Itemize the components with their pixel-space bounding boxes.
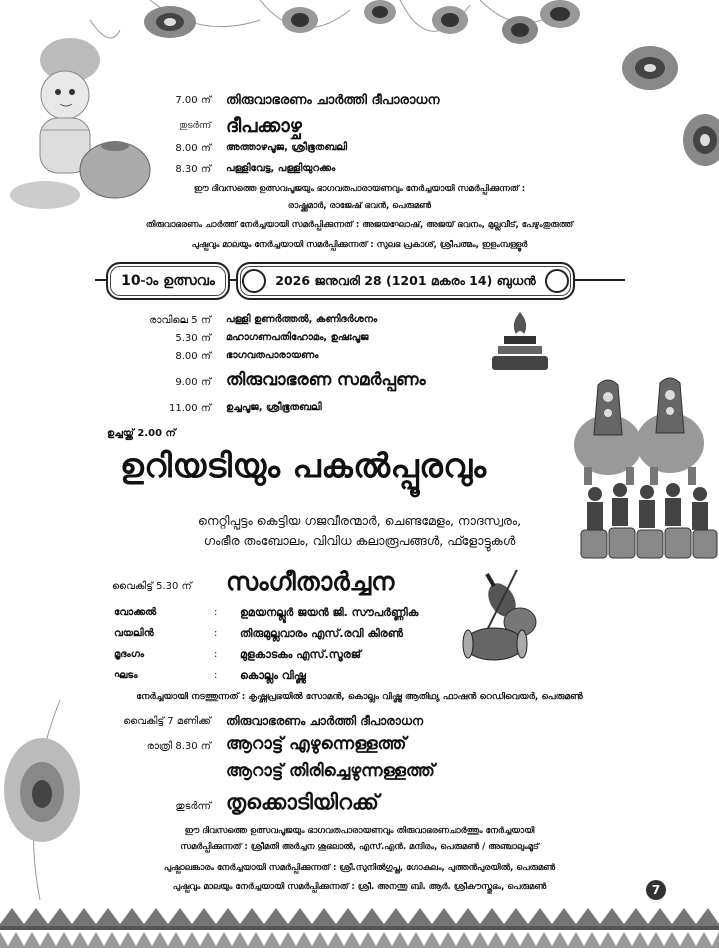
schedule-event-highlight: ആറാട്ട് തിരിച്ചെഴുന്നള്ളത്ത് <box>226 761 435 781</box>
schedule-event: പള്ളിവേട്ട, പള്ളിയുറക്കം <box>226 163 336 174</box>
schedule-time: തുടർന്ന് <box>175 801 211 812</box>
colon: : <box>214 649 218 660</box>
schedule-time: 8.00 ന് <box>175 351 211 362</box>
performer-name: മുളകാടകം എസ്.സൂരജ് <box>240 648 361 661</box>
afternoon-description: നെറ്റിപ്പട്ടം കെട്ടിയ ഗജവീരന്മാർ, ചെണ്ടമേളം, നാദസ്വരം, <box>197 513 522 528</box>
schedule-event-highlight: തിരുവാഭരണ സമർപ്പണം <box>226 370 426 390</box>
colon: : <box>214 670 218 681</box>
dedication-note: പുഷ്പവും മാലയും നേർച്ചയായി സമർപ്പിക്കുന്നത് : ശ്രീ. അനന്തു ബി. ആർ. ശ്രീകൗസ്തുഭം, പെരുമൺ <box>172 882 547 892</box>
festival-date: 2026 ജനുവരി 28 (1201 മകരം 14) ബുധൻ <box>275 273 536 288</box>
dedication-note: ഈ ദിവസത്തെ ഉത്സവപൂജയും ഭാഗവതപാരായണവും തിരുവാഭരണചാർത്തും നേർച്ചയായി <box>184 826 535 836</box>
schedule-time: 11.00 ന് <box>169 403 211 414</box>
peacock-feather-right-icon <box>670 100 719 180</box>
concert-time: വൈകിട്ട് 5.30 ന് <box>112 581 192 592</box>
performer-name: ഉമയനല്ലൂർ ജയൻ ജി. സൗപർണ്ണിക <box>240 606 419 619</box>
schedule-event: തിരുവാഭരണം ചാർത്തി ദീപാരാധന <box>226 93 440 108</box>
page-number-badge <box>646 880 666 900</box>
performer-role: ഘടം <box>114 670 138 681</box>
schedule-event: അത്താഴപൂജ, ശ്രീഭൂതബലി <box>226 142 348 153</box>
schedule-event-highlight: ആറാട്ട് എഴുന്നെള്ളത്ത് <box>226 734 407 754</box>
performer-name: കൊല്ലം വിഷ്ണു <box>240 669 306 682</box>
afternoon-description: ഗംഭീര തംബോലം, വിവിധ കലാരൂപങ്ങൾ, ഫ്ളോട്ടുകൾ <box>203 533 516 548</box>
schedule-event-highlight: ദീപക്കാഴ്ച <box>226 115 302 137</box>
performer-role: വയലിൻ <box>114 628 154 639</box>
dedication-note: രാഷ്ക്കുമാർ, രാജേഷ് ഭവൻ, പെരുമൺ <box>287 201 432 211</box>
performer-name: തിരുമുല്ലവാരം എസ്.രവി കിരൺ <box>240 627 404 640</box>
page-number: 7 <box>651 883 661 897</box>
colon: : <box>214 607 218 618</box>
schedule-event: മഹാഗണപതിഹോമം, ഉഷഃപൂജ <box>226 332 369 343</box>
scroll-ornament-icon <box>545 269 569 293</box>
schedule-time: 8.00 ന് <box>175 143 211 154</box>
schedule-time: വൈകിട്ട് 7 മണിക്ക് <box>123 716 211 727</box>
festival-day-label: 10-ാം ഉത്സവം <box>121 273 215 289</box>
violin-mridangam-illustration <box>462 570 557 670</box>
schedule-time: രാത്രി 8.30 ന് <box>146 741 211 752</box>
dedication-note: സമർപ്പിക്കുന്നത് : ശ്രീമതി അർച്ചന ശുഭലാൽ, എസ്.എൻ. മന്ദിരം, പെരുമൺ / അഞ്ചാലുംമൂട് <box>180 842 539 852</box>
dedication-note: ഈ ദിവസത്തെ ഉത്സവപൂജയും ഭാഗവതപാരായണവും നേർച്ചയായി സമർപ്പിക്കുന്നത് : <box>193 184 526 194</box>
schedule-time: 7.00 ന് <box>175 95 211 106</box>
ornamental-border-bottom <box>0 902 719 948</box>
flag-lowering-title: തൃക്കൊടിയിറക്ക് <box>226 790 379 814</box>
afternoon-time: ഉച്ചയ്ക്ക് 2.00 ന് <box>107 428 176 439</box>
concert-title: സംഗീതാർച്ചന <box>226 567 395 596</box>
dedication-note: പുഷ്പാലങ്കാരം നേർച്ചയായി സമർപ്പിക്കുന്നത് : ശ്രീ.സുനിൽഗുപ്ത, ഗോകുലം, പുത്തൻപുരയിൽ, പെരുമൺ <box>163 863 556 873</box>
date-badge <box>236 262 575 300</box>
oil-lamp-icon <box>490 310 550 374</box>
schedule-time: തുടർന്ന് <box>178 121 211 131</box>
festival-day-badge <box>106 262 230 300</box>
afternoon-headline: ഉറിയടിയും പകൽപ്പൂരവും <box>120 446 487 485</box>
schedule-time: രാവിലെ 5 ന് <box>149 315 211 326</box>
schedule-event: ഭാഗവതപാരായണം <box>226 350 319 361</box>
chenda-drummers-illustration <box>575 480 719 565</box>
caparisoned-elephants-illustration <box>570 375 710 485</box>
performer-role: വോക്കൽ <box>114 607 157 618</box>
schedule-event: തിരുവാഭരണം ചാർത്തി ദീപാരാധന <box>226 714 424 728</box>
schedule-time: 5.30 ന് <box>175 333 211 344</box>
scroll-ornament-icon <box>242 269 266 293</box>
schedule-event: ഉച്ചപൂജ, ശ്രീഭൂതബലി <box>226 402 322 413</box>
schedule-event: പള്ളി ഉണർത്തൽ, കണിദർശനം <box>226 314 378 325</box>
dedication-note: പുഷ്പവും മാലയും നേർച്ചയായി സമർപ്പിക്കുന്നത് : സുലഭ പ്രകാശ്, ശ്രീപത്മം, ഇളംമ്പള്ളൂർ <box>191 240 528 250</box>
concert-sponsor: നേർച്ചയായി നടത്തുന്നത് : കൃഷ്ണപ്രഭയിൽ സോമൻ, കൊല്ലം വിഷ്ണു ആതിഥ്യ ഫാഷൻ റെഡിവെയർ, പെരുമൺ <box>136 692 583 702</box>
dedication-note: തിരുവാഭരണം ചാർത്ത് നേർച്ചയായി സമർപ്പിക്കുന്നത് : അജയഘോഷ്, അജയ് ഭവനം, മുല്ലവീട്, പേഴുംതുരുത്ത് <box>145 220 574 230</box>
schedule-time: 8.30 ന് <box>175 164 211 175</box>
colon: : <box>214 628 218 639</box>
performer-role: മൃദംഗം <box>114 649 145 660</box>
schedule-time: 9.00 ന് <box>175 377 211 388</box>
